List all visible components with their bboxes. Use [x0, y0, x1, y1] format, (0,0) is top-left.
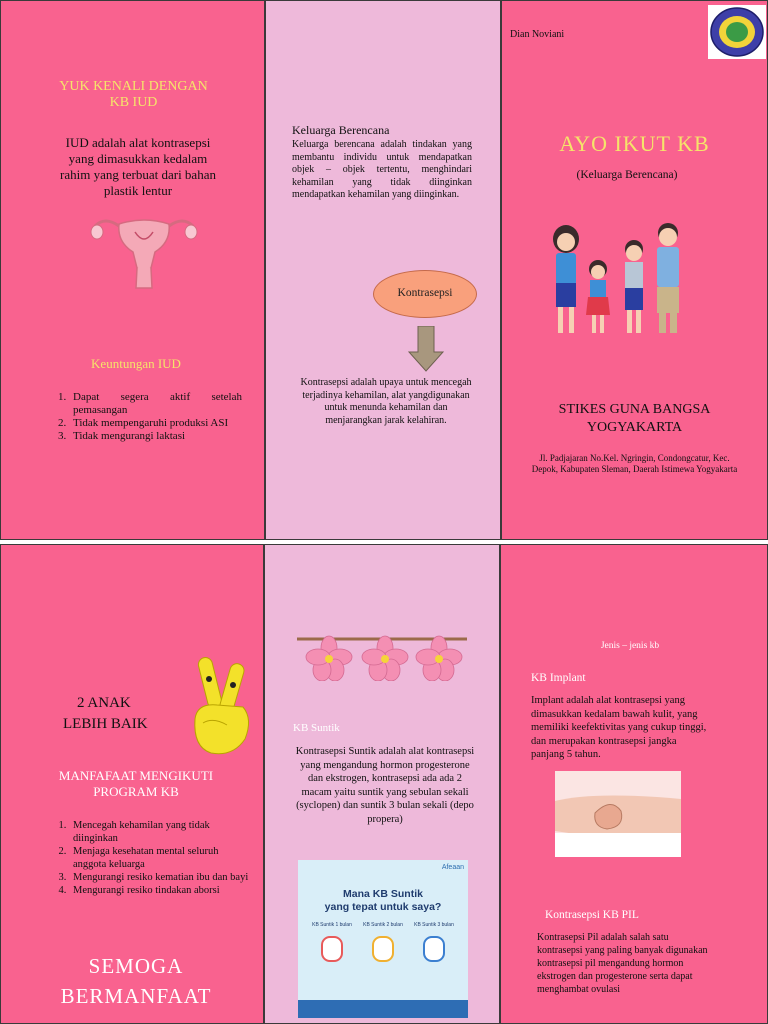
peace-hand-illustration [187, 653, 257, 763]
list-item: 3. Mengurangi resiko kematian ibu dan bayi [69, 871, 249, 884]
list-item: 1. Dapat segera aktif setelah pemasangan [69, 391, 242, 417]
benefit-list [41, 391, 242, 443]
school-name-line2: YOGYAKARTA [586, 420, 683, 435]
suntik-poster [298, 860, 468, 1018]
panel-iud [0, 0, 265, 540]
closing-line2: BERMANFAAT [60, 984, 212, 1008]
vial-icon [321, 936, 343, 962]
manfaat-heading-line1: MANFAFAAT MENGIKUTI [58, 768, 214, 783]
panel-kb [265, 0, 501, 540]
closing-text [11, 951, 261, 1011]
implant-heading: KB Implant [531, 672, 586, 684]
school-name-line1: STIKES GUNA BANGSA [558, 402, 711, 417]
family-illustration [544, 219, 694, 339]
school-address: Jl. Padjajaran No.Kel. Ngringin, Condongcatur, Kec. Depok, Kabupaten Sleman, Daerah Istimewa Yogyakarta [531, 453, 738, 474]
benefit-heading: Keuntungan IUD [91, 356, 181, 371]
poster-title-line2: yang tepat untuk saya? [324, 901, 442, 913]
list-item: 4. Mengurangi resiko tindakan aborsi [69, 884, 249, 897]
pil-heading: Kontrasepsi KB PIL [545, 909, 639, 921]
flowers-illustration [295, 631, 471, 681]
kb-heading: Keluarga Berencana [292, 123, 390, 137]
vial-icon [423, 936, 445, 962]
poster-option [312, 922, 352, 962]
poster-option [414, 922, 454, 962]
poster-logo: Afeaan [441, 864, 464, 871]
panel-cover [501, 0, 768, 540]
slogan-line1: 2 ANAK [77, 695, 131, 711]
implant-body: Implant adalah alat kontrasepsi yang dimasukkan kedalam bawah kulit, yang memiliki keefektivitas yang cukup tinggi, dan merupakan kontrasepsi jangka panjang 5 tahun. [531, 695, 707, 760]
closing-line1: SEMOGA [88, 954, 184, 978]
panel-jenis [500, 544, 768, 1024]
iud-title-line1: YUK KENALI DENGAN [59, 79, 208, 94]
poster-option [363, 922, 403, 962]
slogan-line2: LEBIH BAIK [63, 716, 148, 732]
manfaat-heading [31, 768, 241, 800]
down-arrow [408, 326, 444, 372]
iud-intro: IUD adalah alat kontrasepsi yang dimasukkan kedalam rahim yang terbuat dari bahan plastik lentur [60, 135, 216, 198]
list-item: 1. Mencegah kehamilan yang tidak diinginkan [69, 819, 249, 845]
suntik-body: Kontrasepsi Suntik adalah alat kontrasepsi yang mengandung hormon progesterone dan ekstrogen, kontrasepsi ada ada 2 macam yaitu suntik yang sebulan sekali (syclopen) dan suntik 3 bulan sekali (depo propera) [295, 746, 475, 825]
oval-label: Kontrasepsi [397, 287, 453, 299]
kb-body: Keluarga berencana adalah tindakan yang membantu individu untuk mendapatkan objek – objek tertentu, menghindari kehamilan yang tidak diinginkan mendapatkan kehamilan yang diinginkan. [292, 139, 472, 200]
author-name: Dian Noviani [510, 29, 565, 40]
contraception-oval [373, 270, 477, 318]
panel-suntik [264, 544, 500, 1024]
iud-title [31, 79, 236, 111]
iud-title-line2: KB IUD [109, 95, 158, 110]
school-name [522, 401, 747, 437]
poster-title [298, 888, 468, 914]
poster-option-label: KB Suntik 3 bulan [414, 922, 454, 928]
manfaat-list [41, 819, 249, 897]
poster-options [312, 922, 454, 962]
implant-arm-photo [555, 771, 681, 857]
cover-subtitle: (Keluarga Berencana) [576, 169, 678, 181]
panel-benefits [0, 544, 264, 1024]
vial-icon [372, 936, 394, 962]
poster-title-line1: Mana KB Suntik [343, 888, 423, 900]
poster-option-label: KB Suntik 2 bulan [363, 922, 403, 928]
pil-body: Kontrasepsi Pil adalah salah satu kontrasepsi yang paling banyak digunakan kontrasepsi pil mengandung hormon ekstrogen dan progesterone serta dapat menghambat ovulasi [537, 932, 708, 995]
list-item: 3. Tidak mengurangi laktasi [69, 430, 242, 443]
slogan [63, 693, 148, 735]
manfaat-heading-line2: PROGRAM KB [93, 784, 179, 799]
jenis-heading: Jenis – jenis kb [600, 641, 660, 651]
cover-title: AYO IKUT KB [559, 131, 710, 156]
list-item: 2. Menjaga kesehatan mental seluruh anggota keluarga [69, 845, 249, 871]
suntik-heading: KB Suntik [293, 722, 340, 734]
poster-footer-band [298, 1000, 468, 1018]
contraception-definition: Kontrasepsi adalah upaya untuk mencegah terjadinya kehamilan, alat yangdigunakan untuk menunda kehamilan dan menjarangkan jarak kelahiran. [300, 377, 472, 426]
poster-option-label: KB Suntik 1 bulan [312, 922, 352, 928]
list-item: 2. Tidak mempengaruhi produksi ASI [69, 417, 242, 430]
uterus-illustration [89, 208, 199, 290]
campus-logo [708, 5, 766, 59]
